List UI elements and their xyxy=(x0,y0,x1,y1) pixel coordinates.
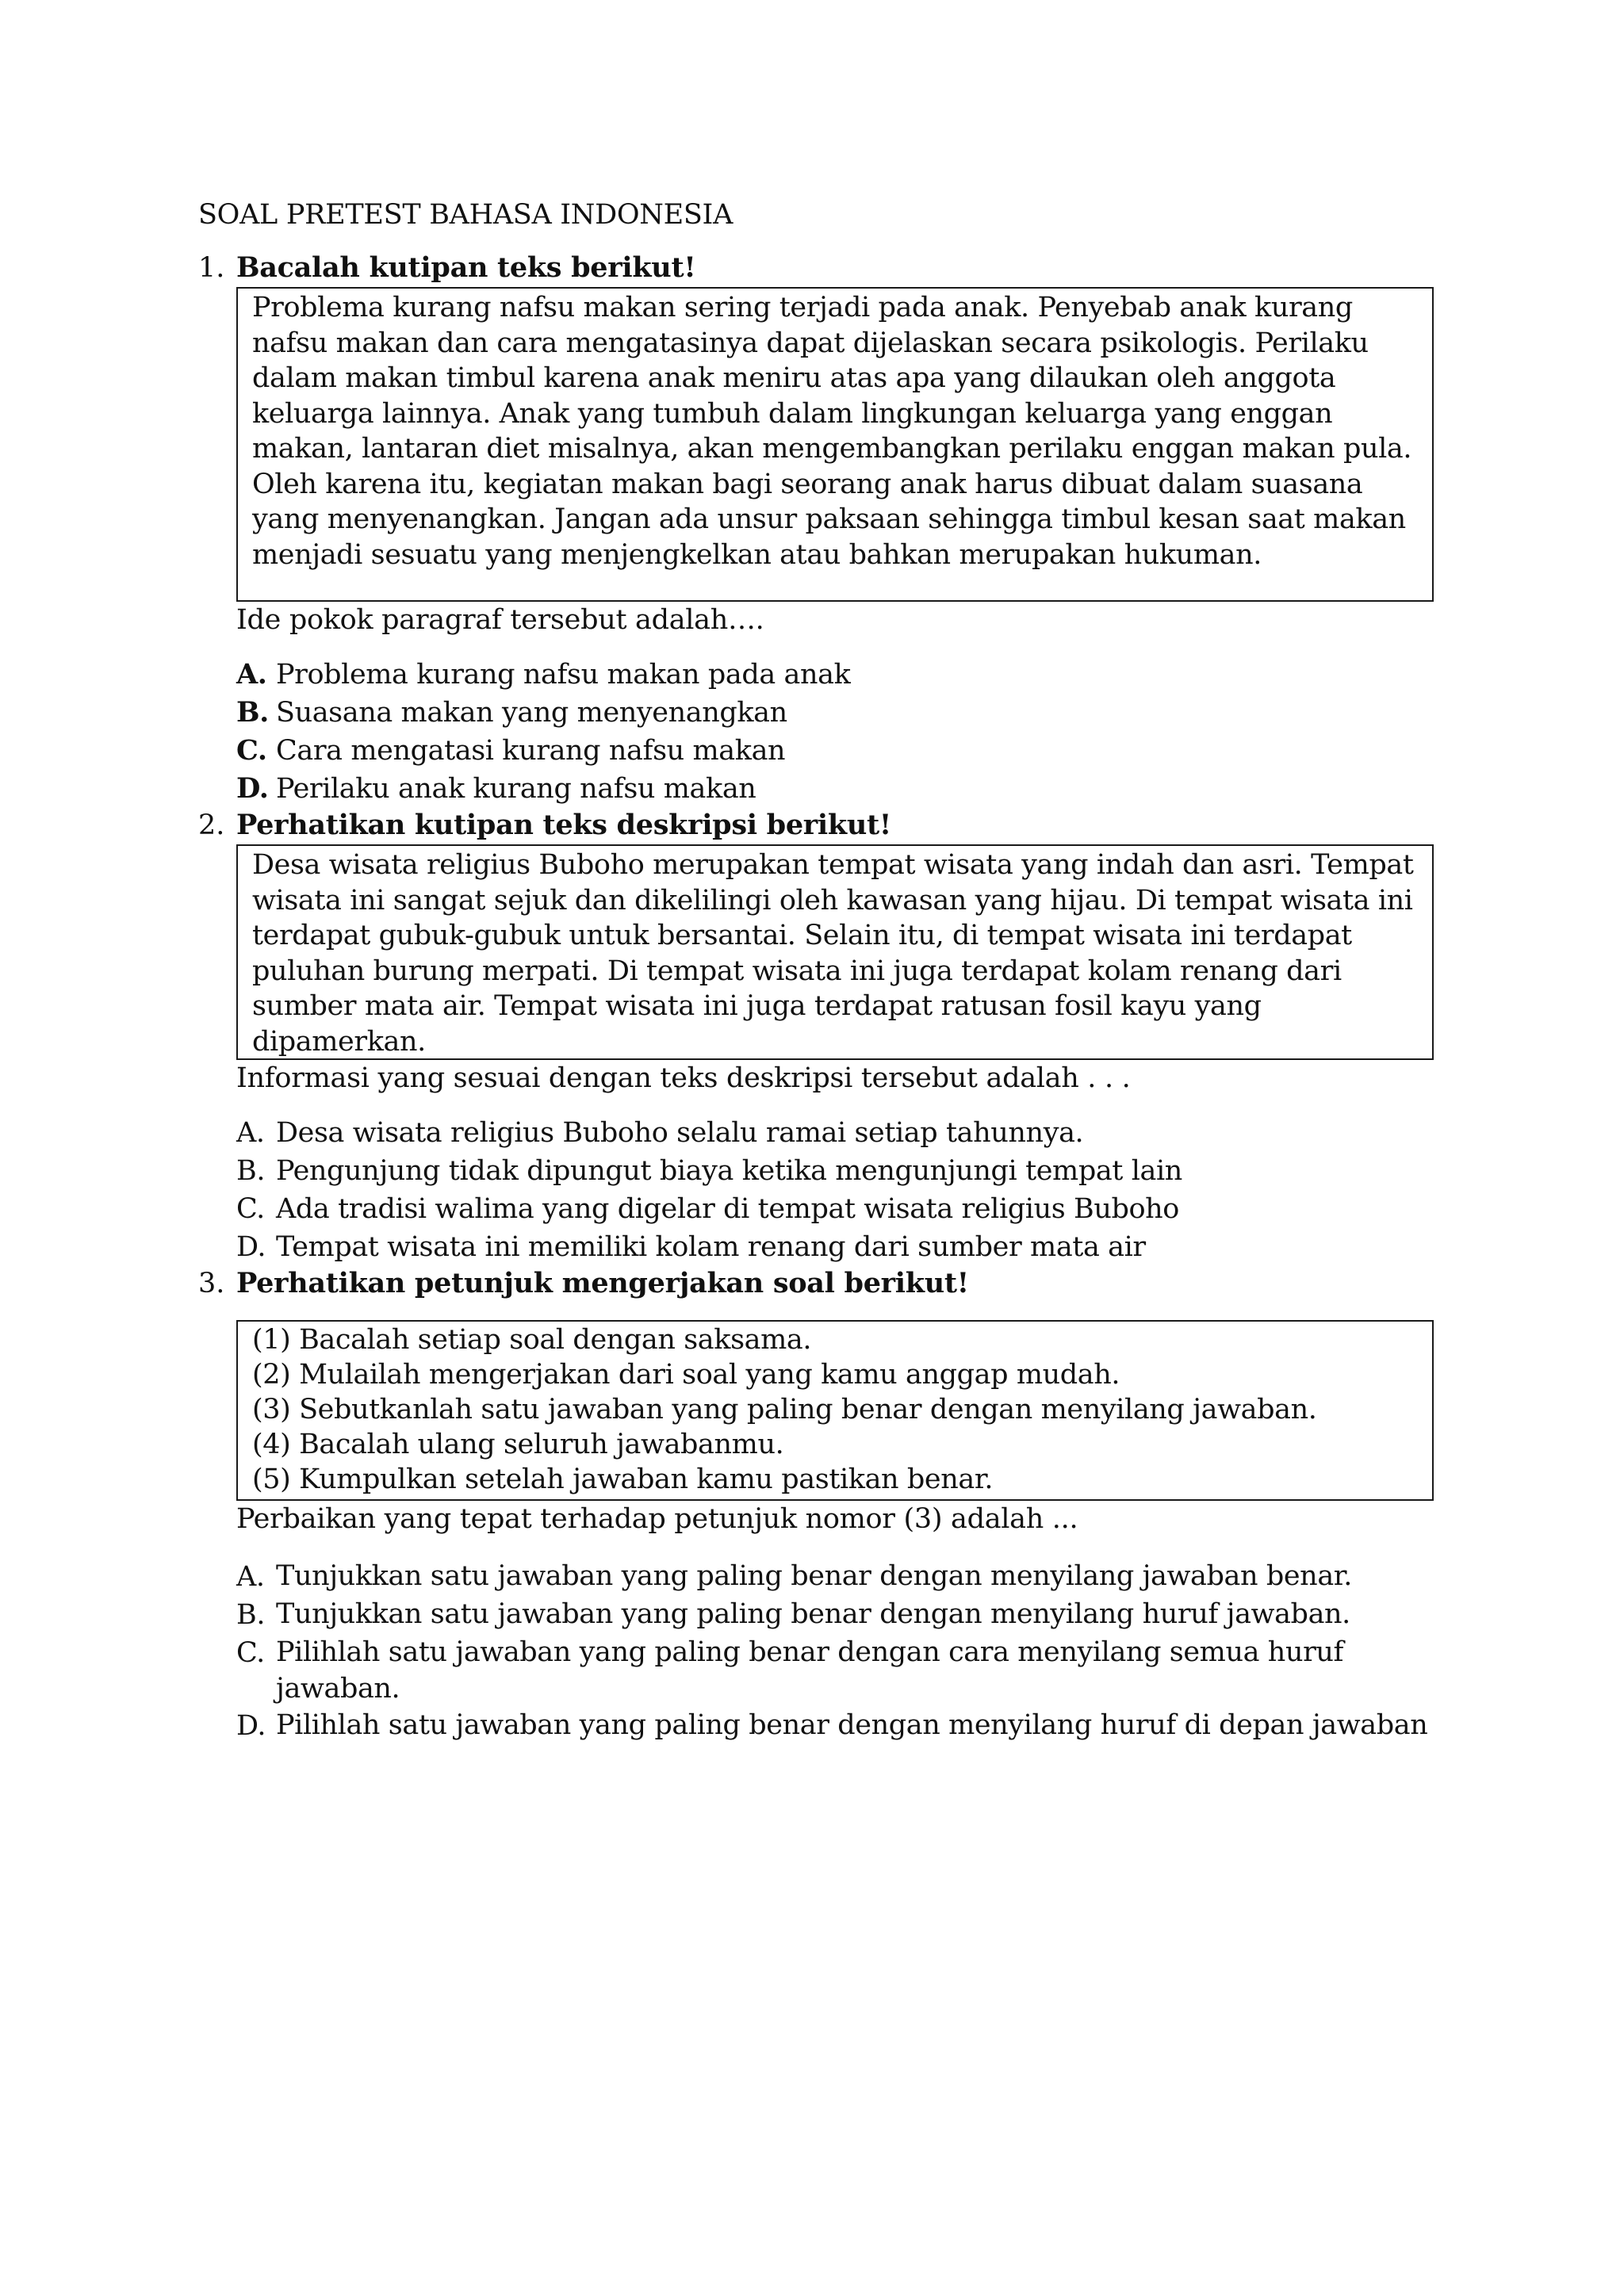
option-letter: D. xyxy=(236,772,269,805)
question-2 xyxy=(198,808,1443,1266)
question-prompt: Perbaikan yang tepat terhadap petunjuk nomor (3) adalah ... xyxy=(236,1503,1078,1535)
instruction-step: (4) Bacalah ulang seluruh jawabanmu. xyxy=(252,1429,784,1460)
option-text: Suasana makan yang menyenangkan xyxy=(276,697,787,729)
option-text: Tempat wisata ini memiliki kolam renang dari sumber mata air xyxy=(276,1231,1146,1263)
answer-option-d[interactable] xyxy=(236,1228,1443,1266)
answer-options xyxy=(236,1114,1443,1266)
option-text: Perilaku anak kurang nafsu makan xyxy=(276,773,756,805)
passage-box xyxy=(236,287,1434,602)
question-instruction: Bacalah kutipan teks berikut! xyxy=(236,251,696,284)
answer-options xyxy=(236,656,1443,808)
question-number: 1. xyxy=(198,252,225,284)
option-letter: A. xyxy=(236,1117,265,1149)
answer-option-c[interactable] xyxy=(236,1190,1443,1228)
instructions-box xyxy=(236,1320,1434,1501)
option-letter: A. xyxy=(236,1561,265,1593)
document-title: SOAL PRETEST BAHASA INDONESIA xyxy=(198,199,733,231)
answer-option-a[interactable] xyxy=(236,1114,1443,1152)
option-letter: D. xyxy=(236,1710,266,1742)
option-text: Pilihlah satu jawaban yang paling benar dengan menyilang huruf di depan jawaban xyxy=(276,1709,1428,1741)
instruction-step: (1) Bacalah setiap soal dengan saksama. xyxy=(252,1324,812,1356)
question-number: 3. xyxy=(198,1268,225,1299)
question-header xyxy=(198,808,1443,844)
passage-text: Desa wisata religius Buboho merupakan tempat wisata yang indah dan asri. Tempat wisata ini sangat sejuk dan dikelilingi oleh kawasan yang hijau. Di tempat wisata ini terdapat gubuk-gubuk untuk bersantai. Selain itu, di tempat wisata ini terdapat puluhan burung merpati. Di tempat wisata ini juga terdapat kolam renang dari sumber mata air. Tempat wisata ini juga terdapat ratusan fosil kayu yang dipamerkan. xyxy=(252,849,1414,1058)
answer-option-b[interactable] xyxy=(236,694,1443,732)
option-text: Problema kurang nafsu makan pada anak xyxy=(276,659,851,691)
question-prompt: Informasi yang sesuai dengan teks deskripsi tersebut adalah . . . xyxy=(236,1062,1131,1094)
question-body xyxy=(236,287,1443,808)
question-body xyxy=(236,844,1443,1266)
passage-box xyxy=(236,844,1434,1060)
answer-options xyxy=(236,1558,1443,1745)
document-page xyxy=(198,195,1443,1745)
option-text: Ada tradisi walima yang digelar di tempat wisata religius Buboho xyxy=(276,1193,1179,1225)
answer-option-c[interactable] xyxy=(236,732,1443,770)
instruction-step: (5) Kumpulkan setelah jawaban kamu pastikan benar. xyxy=(252,1464,994,1495)
question-1 xyxy=(198,251,1443,808)
answer-option-c[interactable] xyxy=(236,1634,1443,1707)
option-letter: B. xyxy=(236,696,269,729)
question-header xyxy=(198,1266,1443,1303)
passage-text: Problema kurang nafsu makan sering terjadi pada anak. Penyebab anak kurang nafsu makan dan cara mengatasinya dapat dijelaskan secara psikologis. Perilaku dalam makan timbul karena anak meniru atas apa yang dilaukan oleh anggota keluarga lainnya. Anak yang tumbuh dalam lingkungan keluarga yang enggan makan, lantaran diet misalnya, akan mengembangkan perilaku enggan makan pula. Oleh karena itu, kegiatan makan bagi seorang anak harus dibuat dalam suasana yang menyenangkan. Jangan ada unsur paksaan sehingga timbul kesan saat makan menjadi sesuatu yang menjengkelkan atau bahkan merupakan hukuman. xyxy=(252,292,1412,571)
question-instruction: Perhatikan petunjuk mengerjakan soal berikut! xyxy=(236,1267,969,1299)
instruction-step: (3) Sebutkanlah satu jawaban yang paling benar dengan menyilang jawaban. xyxy=(252,1394,1317,1425)
option-letter: A. xyxy=(236,658,267,691)
option-letter: C. xyxy=(236,734,267,767)
answer-option-d[interactable] xyxy=(236,770,1443,808)
question-header xyxy=(198,251,1443,287)
question-3 xyxy=(198,1266,1443,1745)
answer-option-a[interactable] xyxy=(236,656,1443,694)
option-text: Desa wisata religius Buboho selalu ramai setiap tahunnya. xyxy=(276,1117,1084,1149)
answer-option-d[interactable] xyxy=(236,1707,1443,1745)
question-body xyxy=(236,1320,1443,1745)
option-text: Cara mengatasi kurang nafsu makan xyxy=(276,735,786,767)
option-letter: B. xyxy=(236,1155,266,1187)
option-letter: C. xyxy=(236,1193,265,1225)
option-letter: D. xyxy=(236,1231,266,1263)
answer-option-b[interactable] xyxy=(236,1596,1443,1634)
question-prompt: Ide pokok paragraf tersebut adalah…. xyxy=(236,604,764,636)
option-letter: C. xyxy=(236,1637,265,1669)
option-text: Pilihlah satu jawaban yang paling benar dengan cara menyilang semua huruf jawaban. xyxy=(276,1636,1344,1705)
option-text: Tunjukkan satu jawaban yang paling benar dengan menyilang jawaban benar. xyxy=(276,1560,1352,1592)
answer-option-a[interactable] xyxy=(236,1558,1443,1596)
option-letter: B. xyxy=(236,1599,266,1631)
instruction-step: (2) Mulailah mengerjakan dari soal yang kamu anggap mudah. xyxy=(252,1359,1120,1391)
question-number: 2. xyxy=(198,809,225,841)
answer-option-b[interactable] xyxy=(236,1152,1443,1190)
question-instruction: Perhatikan kutipan teks deskripsi berikut! xyxy=(236,809,891,841)
option-text: Pengunjung tidak dipungut biaya ketika mengunjungi tempat lain xyxy=(276,1155,1182,1187)
option-text: Tunjukkan satu jawaban yang paling benar dengan menyilang huruf jawaban. xyxy=(276,1598,1350,1630)
